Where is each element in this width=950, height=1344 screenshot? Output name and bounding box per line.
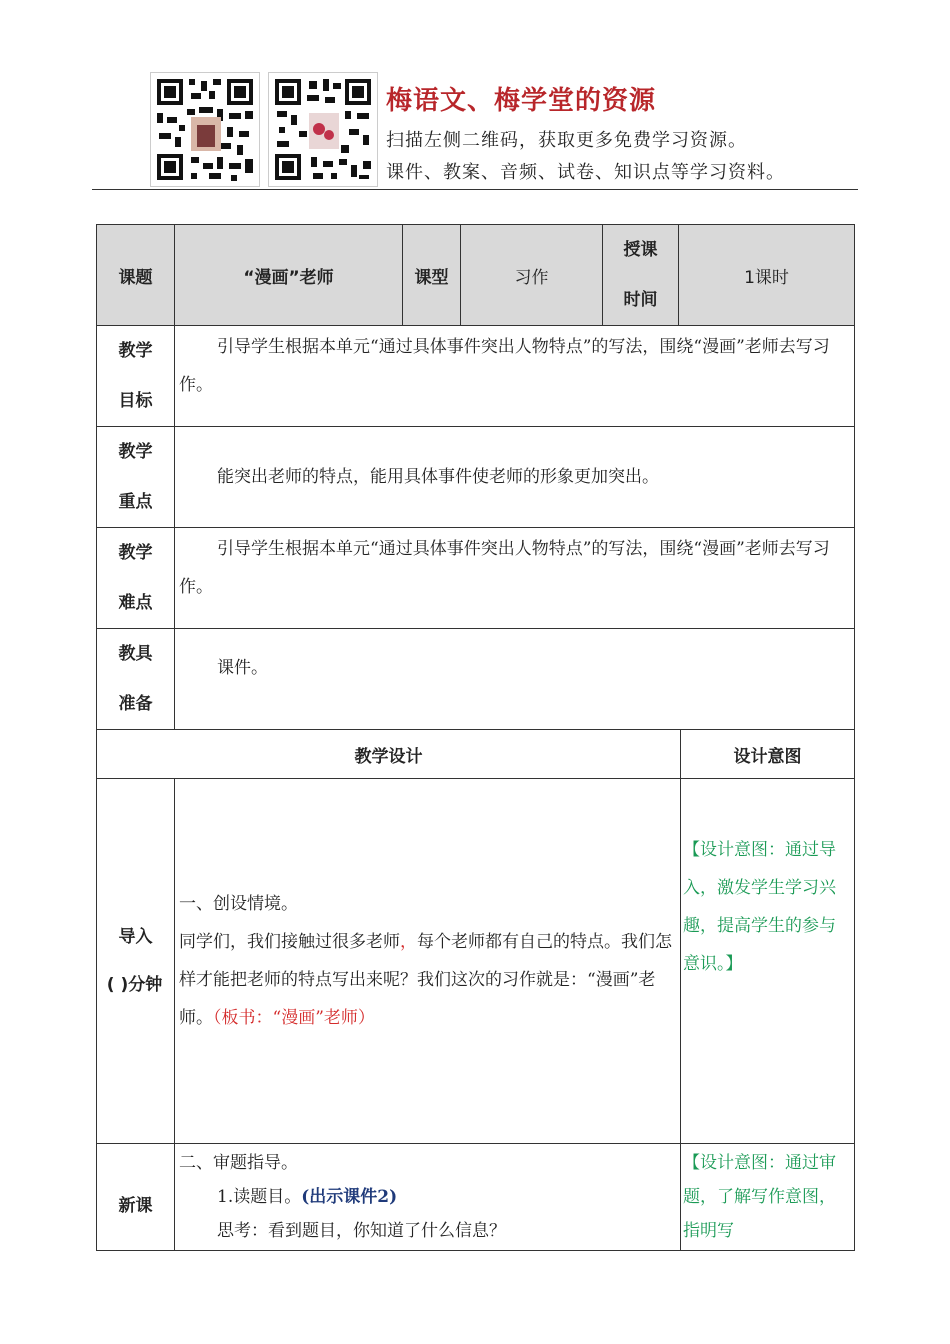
design-header: 教学设计	[97, 730, 681, 779]
type-value: 习作	[461, 225, 603, 326]
intro-red-comma: ，	[400, 932, 417, 952]
goal-label	[97, 326, 175, 427]
new-course-row	[97, 1144, 855, 1251]
hours-label-line-2: 时间	[623, 290, 658, 310]
goal-row	[97, 326, 855, 427]
difficulty-text: 引导学生根据本单元“通过具体事件突出人物特点”的写法，围绕“漫画”老师去写习作。	[179, 539, 830, 597]
header-row	[97, 225, 855, 326]
topic-label: 课题	[97, 225, 175, 326]
tools-row	[97, 629, 855, 730]
new-course-body	[175, 1144, 680, 1250]
promo-line-1: 扫描左侧二维码，获取更多免费学习资源。	[386, 130, 747, 151]
difficulty-label	[97, 528, 175, 629]
brand-title: 梅语文、梅学堂的资源	[386, 86, 657, 116]
hours-label-line-1: 授课	[623, 240, 658, 260]
new-course-title: 二、审题指导。	[179, 1153, 298, 1173]
hours-value: 1课时	[679, 225, 855, 326]
intro-intent: 【设计意图：通过导入，激发学生学习兴趣，提高学生的参与意识。】	[683, 840, 836, 974]
intro-row	[97, 779, 855, 1144]
type-label: 课型	[403, 225, 461, 326]
promo-line-2: 课件、教案、音频、试卷、知识点等学习资料。	[386, 162, 785, 183]
goal-text: 引导学生根据本单元“通过具体事件突出人物特点”的写法，围绕“漫画”老师去写习作。	[179, 337, 830, 395]
qr-code-icon[interactable]	[150, 72, 260, 187]
new-course-label: 新课	[97, 1144, 175, 1251]
new-course-step	[179, 1180, 676, 1214]
courseware-tag: (出示课件2)	[301, 1187, 398, 1207]
key-label-line-2: 重点	[118, 492, 153, 512]
header-divider	[92, 189, 858, 190]
intro-paragraph-a: 同学们，我们接触过很多老师	[179, 932, 400, 952]
intro-paragraph	[179, 923, 676, 1037]
hours-label	[603, 225, 679, 326]
board-note: （板书：“漫画”老师）	[213, 1008, 375, 1028]
difficulty-label-line-1: 教学	[118, 543, 153, 563]
goal-label-line-1: 教学	[118, 341, 153, 361]
tools-label-line-2: 准备	[118, 694, 153, 714]
resource-header	[150, 72, 850, 187]
tools-label-line-1: 教具	[118, 644, 153, 664]
intro-title: 一、创设情境。	[179, 894, 298, 914]
difficulty-label-line-2: 难点	[118, 593, 153, 613]
key-label-line-1: 教学	[118, 442, 153, 462]
intro-paragraph-b: 每个老师都有自己的特点。我们怎样才能把老师的特点写出来呢？我们这次的习作就是：“漫画”老师。	[179, 932, 672, 1028]
intro-label	[97, 779, 175, 1144]
lesson-plan-table	[96, 224, 855, 1251]
key-row	[97, 427, 855, 528]
new-course-intent: 【设计意图：通过审题，了解写作意图，指明写	[683, 1153, 836, 1241]
new-course-step-text: 1.读题目。	[217, 1187, 302, 1207]
intro-label-line-1: 导入	[118, 927, 153, 947]
design-header-row	[97, 730, 855, 779]
tools-text: 课件。	[217, 658, 268, 678]
intro-body	[175, 883, 680, 1039]
topic-value: “漫画”老师	[175, 225, 403, 326]
difficulty-row	[97, 528, 855, 629]
goal-label-line-2: 目标	[118, 391, 153, 411]
intro-label-line-2: ( )分钟	[106, 975, 163, 995]
key-text: 能突出老师的特点，能用具体事件使老师的形象更加突出。	[217, 467, 659, 487]
intent-header: 设计意图	[681, 730, 855, 779]
key-label	[97, 427, 175, 528]
qr-code-icon[interactable]	[268, 72, 378, 187]
new-course-question: 思考：看到题目，你知道了什么信息？	[217, 1221, 506, 1241]
tools-label	[97, 629, 175, 730]
